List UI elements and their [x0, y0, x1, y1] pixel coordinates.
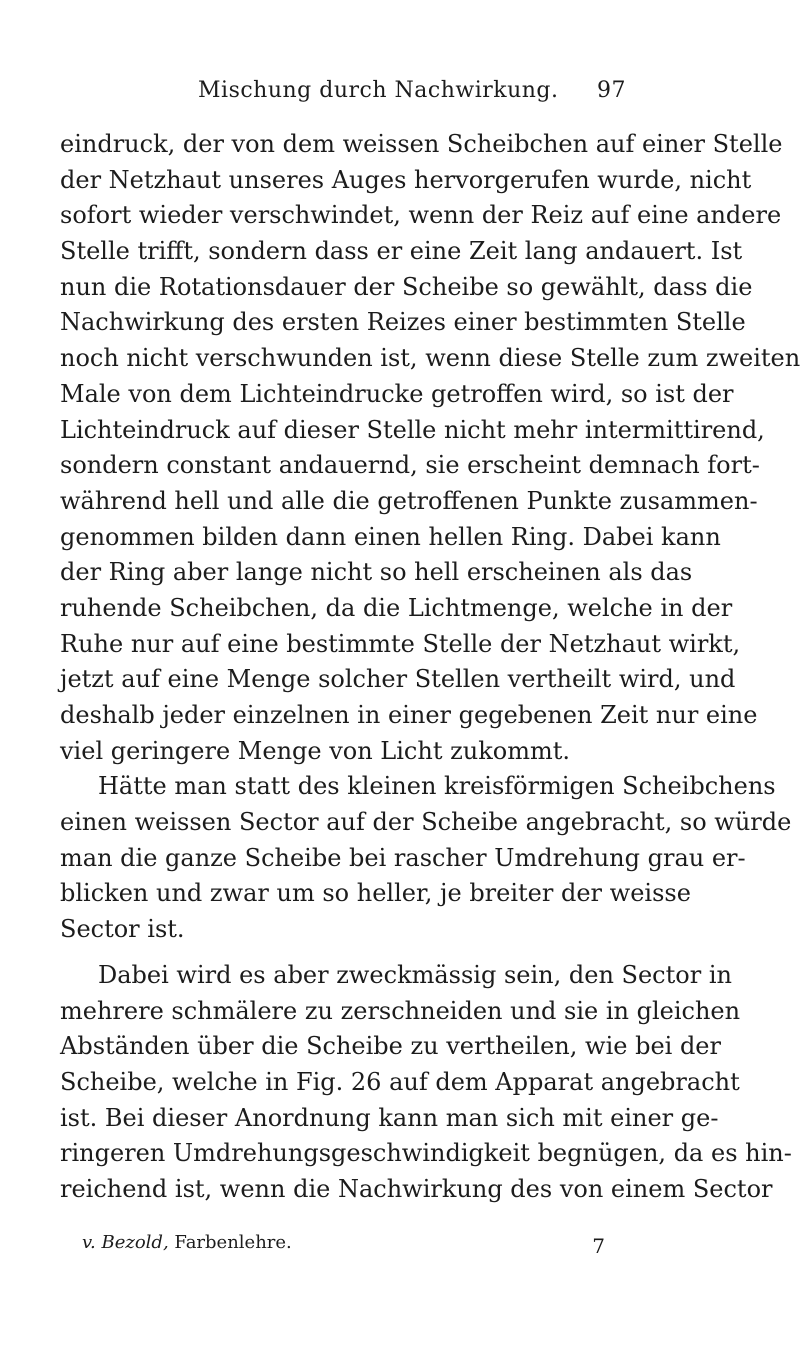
running-title: Mischung durch Nachwirkung.	[198, 78, 559, 103]
text-line: Abständen über die Scheibe zu vertheilen, wie bei der	[60, 1032, 721, 1061]
text-line: mehrere schmälere zu zerschneiden und sie in gleichen	[60, 996, 741, 1025]
text-line: Male von dem Lichteindrucke getroffen wird, so ist der	[60, 379, 734, 408]
text-line: viel geringere Menge von Licht zukommt.	[60, 736, 570, 765]
paragraph-first-line: Hätte man statt des kleinen kreisförmigen Scheibchens	[98, 772, 776, 801]
signature-number: 7	[592, 1234, 605, 1258]
text-line: blicken und zwar um so heller, je breiter der weisse	[60, 879, 691, 908]
text-line: man die ganze Scheibe bei rascher Umdrehung grau er-	[60, 843, 746, 872]
text-line: Nachwirkung des ersten Reizes einer bestimmten Stelle	[60, 308, 746, 337]
paragraph-first-line: Dabei wird es aber zweckmässig sein, den Sector in	[98, 960, 732, 989]
printer-signature	[82, 1232, 292, 1253]
text-line: ist. Bei dieser Anordnung kann man sich mit einer ge-	[60, 1103, 719, 1132]
text-line: deshalb jeder einzelnen in einer gegebenen Zeit nur eine	[60, 701, 758, 729]
text-line: der Ring aber lange nicht so hell erscheinen als das	[60, 558, 693, 587]
text-line: eindruck, der von dem weissen Scheibchen auf einer Stelle	[60, 130, 783, 158]
running-head	[60, 70, 625, 110]
text-line: jetzt auf eine Menge solcher Stellen vertheilt wird, und	[60, 665, 736, 694]
text-line: sofort wieder verschwindet, wenn der Reiz auf eine andere	[60, 201, 782, 230]
signature-author: v. Bezold,	[82, 1232, 169, 1253]
text-line: ruhende Scheibchen, da die Lichtmenge, welche in der	[60, 593, 733, 622]
text-line: sondern constant andauernd, sie erscheint demnach fort-	[60, 451, 760, 480]
text-line: Scheibe, welche in Fig. 26 auf dem Apparat angebracht	[60, 1067, 740, 1096]
text-line: einen weissen Sector auf der Scheibe angebracht, so würde	[60, 808, 792, 837]
text-line: ringeren Umdrehungsgeschwindigkeit begnügen, da es hin-	[60, 1139, 792, 1168]
page-number: 97	[597, 78, 626, 103]
text-line: Stelle trifft, sondern dass er eine Zeit lang andauert. Ist	[60, 237, 743, 266]
signature-line	[60, 1232, 635, 1262]
text-line: während hell und alle die getroffenen Punkte zusammen-	[60, 486, 758, 515]
body-text	[60, 127, 801, 1208]
text-line: reichend ist, wenn die Nachwirkung des von einem Sector	[60, 1174, 773, 1203]
text-line: Ruhe nur auf eine bestimmte Stelle der Netzhaut wirkt,	[60, 629, 741, 658]
signature-title: Farbenlehre.	[174, 1232, 292, 1253]
text-line: Lichteindruck auf dieser Stelle nicht mehr intermittirend,	[60, 415, 765, 444]
text-line: nun die Rotationsdauer der Scheibe so gewählt, dass die	[60, 272, 753, 301]
text-line: noch nicht verschwunden ist, wenn diese Stelle zum zweiten	[60, 344, 801, 373]
text-line: der Netzhaut unseres Auges hervorgerufen wurde, nicht	[60, 165, 752, 194]
paragraph-gap	[60, 948, 655, 958]
text-line: genommen bilden dann einen hellen Ring. Dabei kann	[60, 522, 721, 551]
text-line: Sector ist.	[60, 915, 185, 944]
